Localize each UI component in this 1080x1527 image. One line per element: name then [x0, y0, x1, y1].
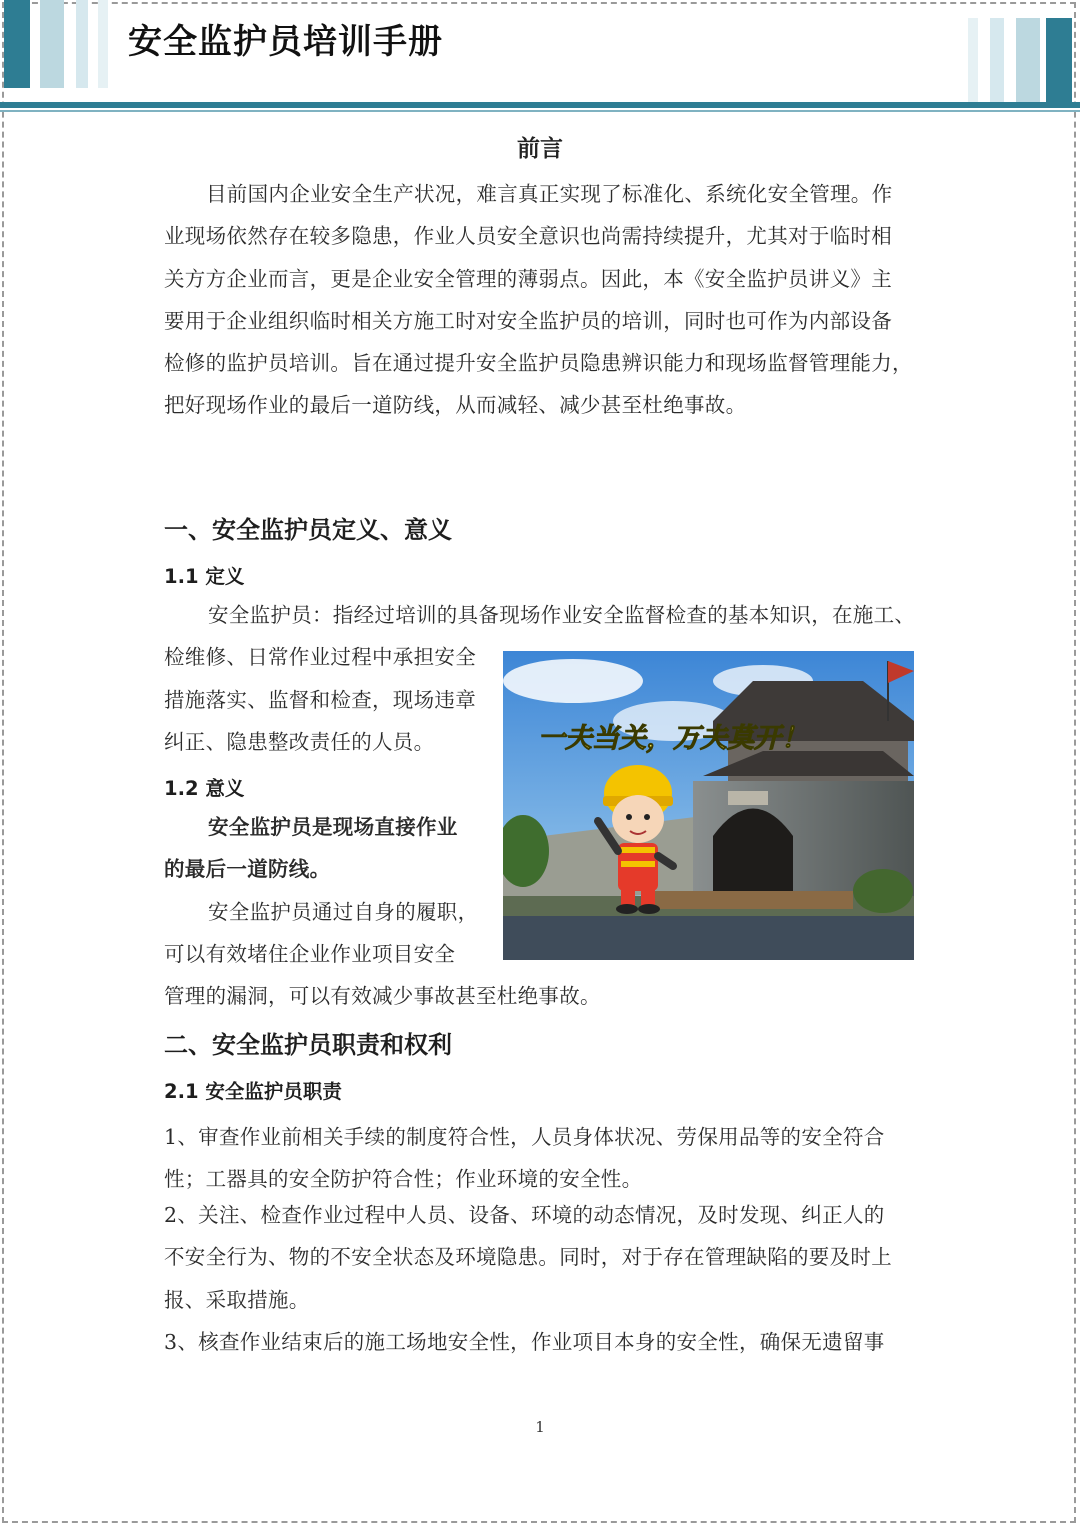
document-title: 安全监护员培训手册	[128, 22, 443, 62]
duty-line: 1、审查作业前相关手续的制度符合性，人员身体状况、劳保用品等的安全符合	[164, 1125, 885, 1149]
preface-paragraph	[164, 173, 924, 427]
safety-mascot-illustration	[503, 651, 914, 960]
subsection-2-1-title: 2.1 安全监护员职责	[164, 1080, 342, 1103]
duty-item-2	[164, 1194, 924, 1321]
preface-line: 把好现场作业的最后一道防线，从而减轻、减少甚至杜绝事故。	[164, 393, 747, 418]
duty-line: 不安全行为、物的不安全状态及环境隐患。同时，对于存在管理缺陷的要及时上	[164, 1245, 892, 1270]
definition-line: 安全监护员：指经过培训的具备现场作业安全监督检查的基本知识，在施工、	[208, 603, 916, 627]
illustration-caption: 一夫当关，万夫莫开！	[538, 723, 808, 754]
significance-line: 安全监护员通过自身的履职，	[208, 899, 479, 924]
preface-line: 关方方企业而言，更是企业安全管理的薄弱点。因此，本《安全监护员讲义》主	[164, 266, 892, 291]
subsection-1-2-title: 1.2 意义	[164, 777, 245, 800]
preface-title: 前言	[517, 136, 563, 162]
significance-bold-line: 安全监护员是现场直接作业	[208, 815, 458, 839]
duty-item-1	[164, 1116, 924, 1201]
duty-item-3	[164, 1321, 924, 1363]
preface-line: 要用于企业组织临时相关方施工时对安全监护员的培训，同时也可作为内部设备	[164, 308, 892, 333]
duty-line: 2、关注、检查作业过程中人员、设备、环境的动态情况，及时发现、纠正人的	[164, 1203, 885, 1227]
preface-line: 目前国内企业安全生产状况，难言真正实现了标准化、系统化安全管理。作	[206, 182, 893, 206]
significance-line: 可以有效堵住企业作业项目安全	[164, 941, 456, 966]
duty-line: 3、核查作业结束后的施工场地安全性，作业项目本身的安全性，确保无遗留事	[164, 1330, 885, 1354]
section-2-title: 二、安全监护员职责和权利	[164, 1031, 452, 1059]
significance-line: 管理的漏洞，可以有效减少事故甚至杜绝事故。	[164, 984, 601, 1009]
definition-line: 措施落实、监督和检查，现场违章	[164, 687, 476, 712]
subsection-1-1-title: 1.1 定义	[164, 565, 245, 588]
definition-line: 检维修、日常作业过程中承担安全	[164, 645, 476, 670]
duty-line: 报、采取措施。	[164, 1287, 310, 1312]
header-rule-thin	[0, 110, 1080, 112]
preface-line: 检修的监护员培训。旨在通过提升安全监护员隐患辨识能力和现场监督管理能力，	[164, 351, 913, 376]
significance-bold-line: 的最后一道防线。	[164, 857, 331, 882]
header-rule	[0, 102, 1080, 108]
definition-line: 纠正、隐患整改责任的人员。	[164, 729, 435, 754]
section-1-title: 一、安全监护员定义、意义	[164, 516, 452, 544]
duty-line: 性；工器具的安全防护符合性；作业环境的安全性。	[164, 1167, 643, 1192]
preface-line: 业现场依然存在较多隐患，作业人员安全意识也尚需持续提升，尤其对于临时相	[164, 224, 892, 249]
page-number: 1	[535, 1418, 545, 1436]
